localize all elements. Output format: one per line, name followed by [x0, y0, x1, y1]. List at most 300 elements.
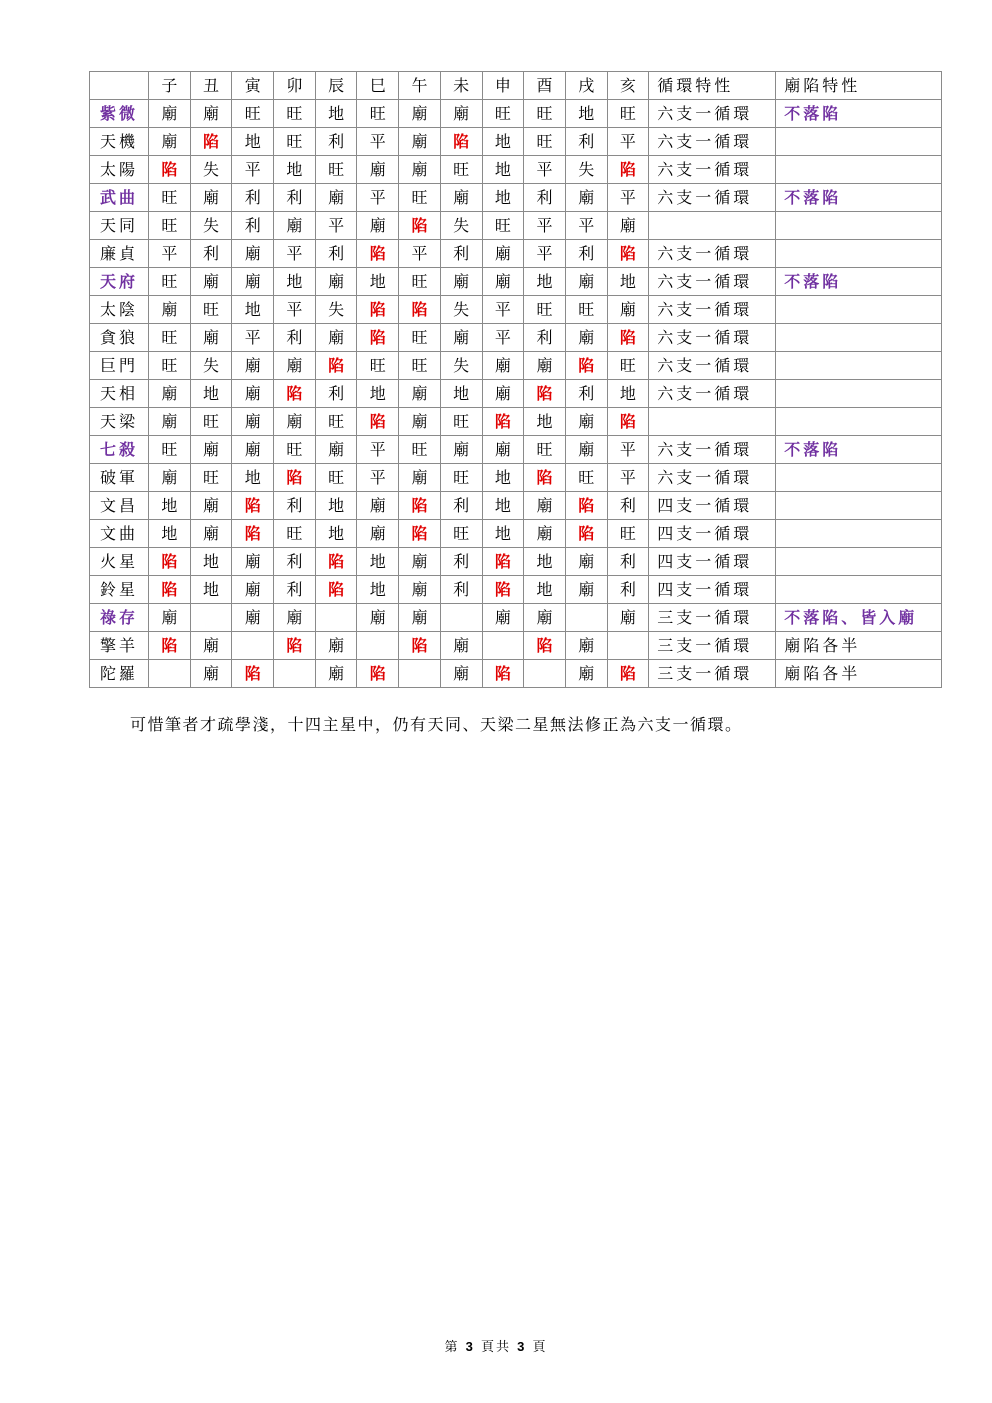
cycle-cell	[649, 212, 776, 240]
brightness-cell: 利	[315, 128, 357, 156]
trait-cell	[776, 156, 942, 184]
table-row	[90, 380, 942, 408]
footer-suffix: 頁	[532, 1340, 548, 1355]
brightness-cell: 利	[565, 380, 607, 408]
star-name-cell: 天機	[90, 128, 149, 156]
brightness-cell: 陷	[232, 520, 274, 548]
table-row	[90, 100, 942, 128]
brightness-cell: 旺	[232, 100, 274, 128]
brightness-cell: 廟	[482, 380, 524, 408]
brightness-cell: 旺	[565, 296, 607, 324]
brightness-cell: 旺	[607, 352, 649, 380]
brightness-cell: 廟	[357, 156, 399, 184]
brightness-cell: 利	[607, 576, 649, 604]
cycle-cell: 六支一循環	[649, 156, 776, 184]
header-branch-zi: 子	[149, 72, 191, 100]
star-name-cell: 破軍	[90, 464, 149, 492]
brightness-cell: 廟	[399, 380, 441, 408]
brightness-cell: 廟	[482, 268, 524, 296]
header-branch-chou: 丑	[190, 72, 232, 100]
header-branch-yin: 寅	[232, 72, 274, 100]
brightness-cell: 旺	[190, 408, 232, 436]
brightness-cell: 旺	[315, 156, 357, 184]
brightness-cell: 旺	[482, 100, 524, 128]
brightness-cell: 平	[607, 128, 649, 156]
star-name-cell: 陀羅	[90, 660, 149, 688]
brightness-cell: 廟	[315, 632, 357, 660]
brightness-cell: 陷	[274, 632, 316, 660]
brightness-cell: 旺	[399, 184, 441, 212]
trait-cell	[776, 492, 942, 520]
brightness-cell: 利	[315, 240, 357, 268]
brightness-cell: 陷	[399, 296, 441, 324]
brightness-cell: 失	[190, 156, 232, 184]
cycle-cell: 四支一循環	[649, 520, 776, 548]
brightness-cell: 利	[607, 548, 649, 576]
table-row	[90, 240, 942, 268]
table-row	[90, 464, 942, 492]
brightness-cell: 旺	[399, 436, 441, 464]
brightness-cell	[399, 660, 441, 688]
brightness-cell: 陷	[274, 380, 316, 408]
brightness-cell: 利	[274, 324, 316, 352]
trait-cell	[776, 352, 942, 380]
brightness-cell: 地	[482, 464, 524, 492]
brightness-cell: 地	[524, 576, 566, 604]
brightness-cell: 陷	[357, 324, 399, 352]
trait-cell: 不落陷	[776, 184, 942, 212]
header-branch-you: 酉	[524, 72, 566, 100]
brightness-cell: 地	[482, 520, 524, 548]
brightness-cell: 平	[482, 324, 524, 352]
brightness-cell: 地	[524, 268, 566, 296]
brightness-cell: 廟	[190, 100, 232, 128]
brightness-cell: 陷	[232, 660, 274, 688]
brightness-cell: 陷	[315, 548, 357, 576]
table-row	[90, 632, 942, 660]
brightness-cell: 陷	[149, 576, 191, 604]
brightness-cell: 廟	[482, 436, 524, 464]
brightness-cell: 陷	[149, 632, 191, 660]
brightness-cell: 地	[315, 492, 357, 520]
brightness-cell: 旺	[607, 520, 649, 548]
header-corner	[90, 72, 149, 100]
brightness-cell: 平	[232, 324, 274, 352]
brightness-cell: 陷	[607, 324, 649, 352]
header-branch-wu: 午	[399, 72, 441, 100]
cycle-cell: 六支一循環	[649, 184, 776, 212]
brightness-cell: 平	[315, 212, 357, 240]
brightness-cell	[440, 604, 482, 632]
brightness-cell: 旺	[149, 324, 191, 352]
star-name-cell: 擎羊	[90, 632, 149, 660]
star-name-cell: 文曲	[90, 520, 149, 548]
brightness-cell: 地	[440, 380, 482, 408]
brightness-cell	[607, 632, 649, 660]
brightness-cell: 廟	[315, 184, 357, 212]
brightness-cell: 地	[482, 156, 524, 184]
table-row	[90, 352, 942, 380]
table-row	[90, 212, 942, 240]
star-name-cell: 天相	[90, 380, 149, 408]
brightness-cell: 旺	[524, 436, 566, 464]
brightness-cell: 陷	[607, 408, 649, 436]
brightness-cell	[315, 604, 357, 632]
table-row	[90, 576, 942, 604]
brightness-cell: 陷	[440, 128, 482, 156]
brightness-cell: 地	[357, 268, 399, 296]
brightness-cell: 地	[190, 576, 232, 604]
brightness-cell: 廟	[440, 268, 482, 296]
brightness-cell: 廟	[482, 352, 524, 380]
brightness-cell: 旺	[524, 100, 566, 128]
brightness-cell: 陷	[399, 632, 441, 660]
star-name-cell: 鈴星	[90, 576, 149, 604]
brightness-cell: 廟	[440, 100, 482, 128]
brightness-cell: 利	[274, 548, 316, 576]
cycle-cell: 四支一循環	[649, 492, 776, 520]
brightness-cell: 地	[482, 492, 524, 520]
brightness-cell: 陷	[524, 380, 566, 408]
brightness-cell: 失	[440, 352, 482, 380]
brightness-cell: 陷	[357, 408, 399, 436]
brightness-cell: 廟	[232, 352, 274, 380]
brightness-cell: 平	[357, 184, 399, 212]
star-name-cell: 天府	[90, 268, 149, 296]
brightness-cell: 旺	[190, 296, 232, 324]
brightness-cell: 廟	[190, 324, 232, 352]
brightness-cell: 廟	[440, 324, 482, 352]
brightness-cell: 平	[607, 464, 649, 492]
brightness-cell: 地	[232, 464, 274, 492]
brightness-cell: 平	[607, 184, 649, 212]
table-row	[90, 128, 942, 156]
brightness-cell: 廟	[315, 436, 357, 464]
cycle-cell: 四支一循環	[649, 576, 776, 604]
brightness-cell: 廟	[565, 324, 607, 352]
header-branch-mao: 卯	[274, 72, 316, 100]
brightness-cell: 失	[440, 296, 482, 324]
brightness-cell: 廟	[524, 492, 566, 520]
brightness-cell: 廟	[315, 324, 357, 352]
brightness-cell: 旺	[524, 296, 566, 324]
brightness-cell: 地	[190, 548, 232, 576]
trait-cell: 不落陷、皆入廟	[776, 604, 942, 632]
brightness-cell: 廟	[565, 436, 607, 464]
brightness-cell: 旺	[524, 128, 566, 156]
brightness-cell: 廟	[357, 520, 399, 548]
brightness-cell: 廟	[357, 212, 399, 240]
brightness-cell: 陷	[607, 660, 649, 688]
brightness-cell: 平	[232, 156, 274, 184]
brightness-cell: 廟	[149, 296, 191, 324]
brightness-cell: 地	[274, 268, 316, 296]
brightness-cell: 廟	[190, 520, 232, 548]
brightness-cell: 廟	[357, 604, 399, 632]
star-name-cell: 廉貞	[90, 240, 149, 268]
trait-cell	[776, 128, 942, 156]
brightness-cell: 廟	[149, 380, 191, 408]
brightness-cell: 地	[149, 520, 191, 548]
brightness-cell: 利	[440, 576, 482, 604]
brightness-cell: 廟	[274, 212, 316, 240]
brightness-cell: 廟	[190, 492, 232, 520]
brightness-cell	[524, 660, 566, 688]
brightness-cell: 廟	[190, 436, 232, 464]
star-name-cell: 太陰	[90, 296, 149, 324]
brightness-cell: 廟	[440, 660, 482, 688]
brightness-cell: 地	[357, 548, 399, 576]
brightness-cell: 陷	[482, 576, 524, 604]
brightness-cell: 廟	[232, 408, 274, 436]
brightness-cell: 地	[315, 520, 357, 548]
brightness-cell: 平	[565, 212, 607, 240]
brightness-cell: 地	[482, 184, 524, 212]
brightness-cell: 陷	[315, 576, 357, 604]
trait-cell: 不落陷	[776, 268, 942, 296]
brightness-cell: 利	[524, 324, 566, 352]
brightness-cell: 旺	[357, 100, 399, 128]
brightness-cell: 旺	[399, 268, 441, 296]
brightness-cell: 廟	[482, 604, 524, 632]
brightness-cell: 廟	[565, 408, 607, 436]
brightness-cell: 廟	[315, 268, 357, 296]
table-row	[90, 492, 942, 520]
brightness-cell: 陷	[524, 632, 566, 660]
cycle-cell: 六支一循環	[649, 268, 776, 296]
brightness-cell: 廟	[399, 464, 441, 492]
footer-total-pages: 3	[517, 1339, 527, 1354]
brightness-cell	[565, 604, 607, 632]
cycle-cell: 三支一循環	[649, 632, 776, 660]
cycle-cell: 六支一循環	[649, 324, 776, 352]
table-header-row	[90, 72, 942, 100]
brightness-cell: 陷	[399, 520, 441, 548]
brightness-cell: 廟	[149, 408, 191, 436]
brightness-cell: 旺	[399, 352, 441, 380]
brightness-cell: 廟	[190, 660, 232, 688]
table-row	[90, 604, 942, 632]
brightness-cell: 旺	[274, 128, 316, 156]
header-branch-wei: 未	[440, 72, 482, 100]
table-row	[90, 268, 942, 296]
brightness-cell: 陷	[399, 492, 441, 520]
header-branch-shen: 申	[482, 72, 524, 100]
brightness-cell: 廟	[232, 548, 274, 576]
brightness-cell: 陷	[315, 352, 357, 380]
brightness-cell: 陷	[524, 464, 566, 492]
brightness-cell: 旺	[357, 352, 399, 380]
star-name-cell: 七殺	[90, 436, 149, 464]
trait-cell: 不落陷	[776, 436, 942, 464]
brightness-cell: 廟	[607, 604, 649, 632]
cycle-cell: 三支一循環	[649, 604, 776, 632]
table-row	[90, 520, 942, 548]
brightness-cell: 廟	[149, 464, 191, 492]
star-name-cell: 巨門	[90, 352, 149, 380]
cycle-cell	[649, 408, 776, 436]
brightness-cell: 廟	[440, 184, 482, 212]
trait-cell	[776, 240, 942, 268]
brightness-cell: 廟	[274, 352, 316, 380]
brightness-cell: 地	[565, 100, 607, 128]
brightness-cell: 地	[482, 128, 524, 156]
footer-middle: 頁共	[480, 1340, 511, 1355]
brightness-cell: 旺	[149, 184, 191, 212]
cycle-cell: 三支一循環	[649, 660, 776, 688]
brightness-cell: 利	[440, 548, 482, 576]
brightness-cell: 廟	[399, 128, 441, 156]
footer-prefix: 第	[444, 1340, 460, 1355]
brightness-cell: 利	[190, 240, 232, 268]
brightness-cell: 平	[357, 128, 399, 156]
brightness-cell: 平	[357, 436, 399, 464]
brightness-cell: 利	[607, 492, 649, 520]
brightness-cell: 平	[274, 296, 316, 324]
header-branch-xu: 戌	[565, 72, 607, 100]
cycle-cell: 六支一循環	[649, 296, 776, 324]
brightness-cell	[190, 604, 232, 632]
brightness-cell: 旺	[440, 408, 482, 436]
brightness-cell: 廟	[232, 576, 274, 604]
brightness-cell: 廟	[399, 156, 441, 184]
brightness-cell: 地	[607, 268, 649, 296]
brightness-cell: 陷	[357, 240, 399, 268]
table-row	[90, 184, 942, 212]
brightness-cell: 平	[524, 212, 566, 240]
brightness-cell: 失	[190, 212, 232, 240]
trait-cell	[776, 408, 942, 436]
brightness-cell: 陷	[149, 156, 191, 184]
brightness-cell: 廟	[357, 492, 399, 520]
brightness-cell: 陷	[482, 548, 524, 576]
brightness-cell: 廟	[315, 660, 357, 688]
brightness-cell: 陷	[482, 408, 524, 436]
cycle-cell: 六支一循環	[649, 464, 776, 492]
header-trait: 廟陷特性	[776, 72, 942, 100]
brightness-cell: 廟	[190, 268, 232, 296]
brightness-cell: 旺	[607, 100, 649, 128]
brightness-cell: 廟	[232, 436, 274, 464]
brightness-cell: 廟	[399, 548, 441, 576]
brightness-cell: 陷	[232, 492, 274, 520]
brightness-cell: 地	[274, 156, 316, 184]
brightness-cell: 廟	[232, 268, 274, 296]
brightness-cell: 旺	[440, 520, 482, 548]
page-footer	[0, 1336, 992, 1355]
brightness-cell: 地	[357, 576, 399, 604]
brightness-cell: 廟	[565, 576, 607, 604]
brightness-cell: 利	[440, 240, 482, 268]
header-branch-chen: 辰	[315, 72, 357, 100]
star-name-cell: 貪狼	[90, 324, 149, 352]
brightness-cell	[274, 660, 316, 688]
trait-cell: 不落陷	[776, 100, 942, 128]
brightness-cell: 廟	[565, 660, 607, 688]
brightness-cell: 廟	[565, 184, 607, 212]
star-name-cell: 武曲	[90, 184, 149, 212]
brightness-cell: 廟	[565, 548, 607, 576]
brightness-cell: 地	[232, 128, 274, 156]
brightness-cell	[232, 632, 274, 660]
star-name-cell: 文昌	[90, 492, 149, 520]
brightness-cell: 廟	[232, 240, 274, 268]
star-brightness-table	[89, 71, 942, 688]
brightness-cell: 廟	[607, 212, 649, 240]
cycle-cell: 六支一循環	[649, 352, 776, 380]
brightness-cell: 廟	[232, 380, 274, 408]
brightness-cell: 平	[357, 464, 399, 492]
brightness-cell: 陷	[399, 212, 441, 240]
brightness-cell: 旺	[399, 324, 441, 352]
brightness-cell: 地	[524, 548, 566, 576]
brightness-cell: 平	[274, 240, 316, 268]
header-cycle: 循環特性	[649, 72, 776, 100]
brightness-cell: 陷	[607, 240, 649, 268]
brightness-cell: 利	[274, 576, 316, 604]
trait-cell	[776, 380, 942, 408]
brightness-cell: 旺	[565, 464, 607, 492]
table-row	[90, 548, 942, 576]
brightness-cell: 陷	[565, 352, 607, 380]
trait-cell	[776, 464, 942, 492]
brightness-cell: 廟	[482, 240, 524, 268]
brightness-cell	[149, 660, 191, 688]
table-row	[90, 408, 942, 436]
brightness-cell: 廟	[149, 604, 191, 632]
brightness-cell: 旺	[440, 464, 482, 492]
brightness-cell: 陷	[565, 492, 607, 520]
brightness-cell: 平	[524, 156, 566, 184]
star-name-cell: 太陽	[90, 156, 149, 184]
brightness-cell: 平	[607, 436, 649, 464]
brightness-cell: 平	[399, 240, 441, 268]
brightness-cell: 利	[440, 492, 482, 520]
trait-cell: 廟陷各半	[776, 660, 942, 688]
brightness-cell: 陷	[357, 296, 399, 324]
brightness-cell: 失	[315, 296, 357, 324]
star-name-cell: 天梁	[90, 408, 149, 436]
brightness-cell: 旺	[274, 436, 316, 464]
brightness-cell: 旺	[274, 520, 316, 548]
brightness-cell: 利	[274, 492, 316, 520]
brightness-cell: 陷	[357, 660, 399, 688]
cycle-cell: 六支一循環	[649, 436, 776, 464]
brightness-cell: 旺	[190, 464, 232, 492]
header-branch-si: 巳	[357, 72, 399, 100]
brightness-cell: 旺	[149, 436, 191, 464]
brightness-cell: 廟	[565, 268, 607, 296]
table-row	[90, 156, 942, 184]
trait-cell	[776, 576, 942, 604]
brightness-cell: 平	[524, 240, 566, 268]
brightness-cell: 失	[565, 156, 607, 184]
star-name-cell: 祿存	[90, 604, 149, 632]
brightness-cell: 地	[315, 100, 357, 128]
brightness-cell: 平	[149, 240, 191, 268]
brightness-cell: 廟	[190, 632, 232, 660]
brightness-cell: 旺	[315, 408, 357, 436]
brightness-cell: 平	[482, 296, 524, 324]
brightness-cell: 陷	[565, 520, 607, 548]
brightness-cell: 廟	[440, 632, 482, 660]
trait-cell	[776, 212, 942, 240]
trait-cell: 廟陷各半	[776, 632, 942, 660]
trait-cell	[776, 548, 942, 576]
brightness-cell: 廟	[524, 352, 566, 380]
brightness-cell: 廟	[607, 296, 649, 324]
brightness-cell: 陷	[482, 660, 524, 688]
